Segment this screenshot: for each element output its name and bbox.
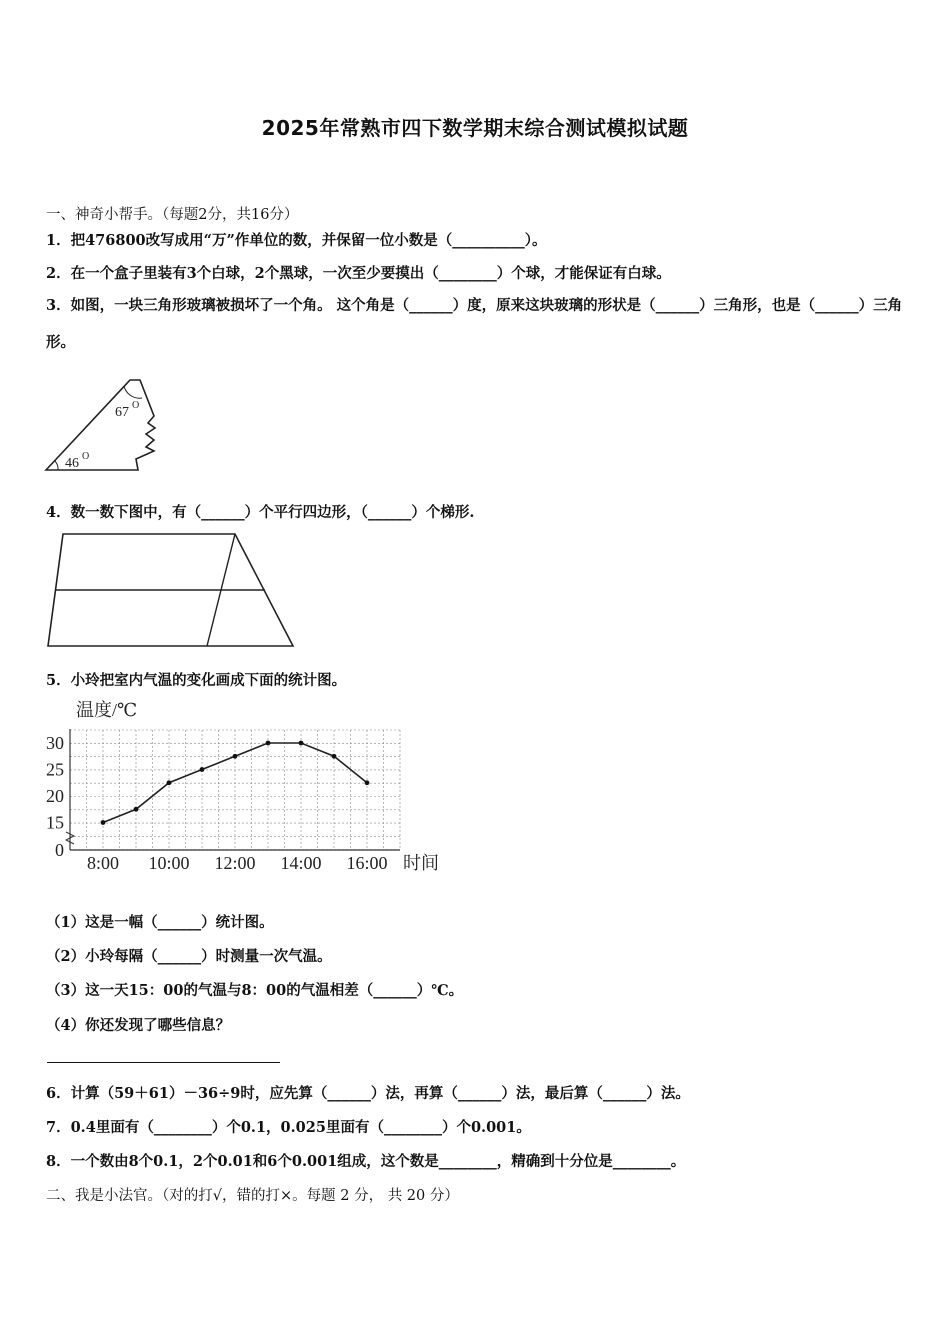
data-point [332,754,337,759]
y-tick-label: 25 [46,759,64,780]
y-tick-label: 15 [46,812,64,833]
data-point [134,807,139,812]
y-tick-label: 20 [46,786,64,806]
section-1-heading: 一、神奇小帮手。（每题2分，共16分） [46,207,299,223]
quadrilateral-figure [46,532,296,650]
data-point [167,780,172,785]
question-5: 5．小玲把室内气温的变化画成下面的统计图。 [46,672,347,689]
data-point [233,754,238,759]
chart-y-axis-label: 温度/℃ [76,700,138,720]
section-2-heading: 二、我是小法官。（对的打√，错的打×。每题 2 分， 共 20 分） [46,1188,459,1204]
page-title: 2025年常熟市四下数学期末综合测试模拟试题 [261,116,689,140]
answer-blank-line[interactable] [47,1062,280,1063]
chart-grid [70,730,400,850]
question-7: 7．0.4里面有（________）个0.1，0.025里面有（________）个0.001。 [46,1119,531,1136]
x-tick-label: 16:00 [346,853,388,873]
angle-left-label: 46 [65,456,79,471]
y-tick-label: 30 [46,733,64,753]
data-point [365,780,370,785]
data-point [299,741,304,746]
x-tick-label: 14:00 [280,853,322,873]
degree-mark-top: O [132,400,140,411]
question-2: 2．在一个盒子里装有3个白球，2个黑球，一次至少要摸出（________）个球，才能保证有白球。 [46,265,671,282]
data-point [266,741,271,746]
data-point [101,820,106,825]
x-tick-label: 12:00 [214,853,256,873]
axis-break-mark [66,832,74,844]
question-8: 8．一个数由8个0.1，2个0.01和6个0.001组成，这个数是________，精确到十分位是________。 [46,1153,686,1170]
triangle-outline [46,380,155,470]
angle-top-label: 67 [115,405,129,420]
question-6: 6．计算（59＋61）－36÷9时，应先算（______）法，再算（______）法，最后算（______）法。 [46,1085,690,1102]
broken-triangle-figure [44,376,164,476]
question-5-3: （3）这一天15：00的气温与8：00的气温相差（______）℃。 [46,982,464,999]
question-5-1: （1）这是一幅（______）统计图。 [46,914,274,931]
chart-x-axis-label: 时间 [403,853,439,873]
temperature-line-chart [40,693,460,883]
angle-arc-top [124,386,142,398]
question-5-4: （4）你还发现了哪些信息？ [46,1017,231,1034]
x-tick-label: 10:00 [148,853,190,873]
question-3: 3．如图，一块三角形玻璃被损坏了一个角。 这个角是（______）度，原来这块玻璃的形状是（______）三角形，也是（______）三角形。 [46,297,903,351]
question-5-2: （2）小玲每隔（______）时测量一次气温。 [46,948,332,965]
question-1: 1．把476800改写成用“万”作单位的数，并保留一位小数是（__________）。 [46,232,547,249]
degree-mark-left: O [82,451,90,462]
y-tick-label: 0 [55,840,64,860]
angle-arc-bottom [55,461,58,470]
question-4: 4．数一数下图中，有（______）个平行四边形，（______）个梯形. [46,504,475,521]
x-tick-label: 8:00 [86,853,120,873]
data-point [200,767,205,772]
